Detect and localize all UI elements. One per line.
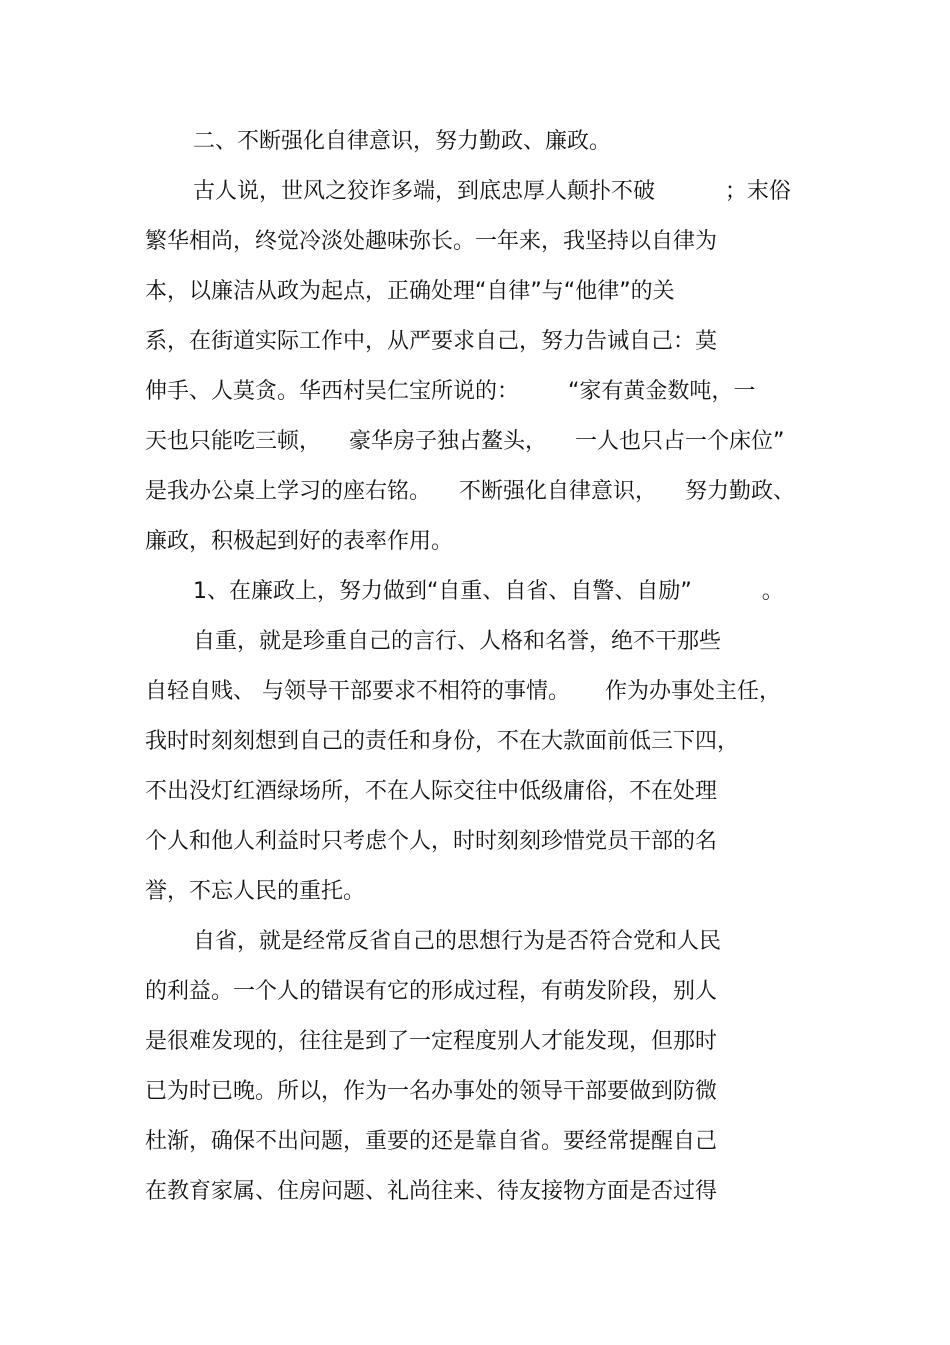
text-line: 是我办公桌上学习的座右铭。 不断强化自律意识， 努力勤政、	[145, 479, 795, 504]
text-line: 伸手、人莫贪。华西村吴仁宝所说的： “家有黄金数吨，一	[145, 379, 756, 404]
text-line: 杜渐，确保不出问题，重要的还是靠自省。要经常提醒自己	[145, 1129, 718, 1154]
text-line: 二、不断强化自律意识，努力勤政、廉政。	[193, 129, 612, 154]
text-line: 系，在街道实际工作中，从严要求自己，努力告诫自己：莫	[145, 329, 718, 354]
text-line: 繁华相尚，终觉冷淡处趣味弥长。一年来，我坚持以自律为	[145, 229, 718, 254]
text-line: 本，以廉洁从政为起点，正确处理“自律”与“他律”的关	[145, 279, 675, 304]
text-line: 1、在廉政上，努力做到“自重、自省、自警、自励” 。	[193, 579, 784, 604]
text-line: 是很难发现的，往往是到了一定程度别人才能发现，但那时	[145, 1029, 718, 1054]
text-line: 自省，就是经常反省自己的思想行为是否符合党和人民	[193, 929, 722, 954]
text-line: 自轻自贱、 与领导干部要求不相符的事情。 作为办事处主任，	[145, 679, 781, 704]
text-line: 天也只能吃三顿， 豪华房子独占鳌头， 一人也只占一个床位”	[145, 429, 785, 454]
text-line: 已为时已晚。所以，作为一名办事处的领导干部要做到防微	[145, 1079, 718, 1104]
text-line: 古人说，世风之狡诈多端，到底忠厚人颠扑不破 ；末俗	[193, 179, 791, 204]
text-line: 廉政，积极起到好的表率作用。	[145, 529, 454, 554]
text-line: 个人和他人利益时只考虑个人，时时刻刻珍惜党员干部的名	[145, 829, 718, 854]
text-line: 自重，就是珍重自己的言行、人格和名誉，绝不干那些	[193, 629, 722, 654]
text-line: 誉，不忘人民的重托。	[145, 879, 366, 904]
text-line: 的利益。一个人的错误有它的形成过程，有萌发阶段，别人	[145, 979, 718, 1004]
text-line: 不出没灯红酒绿场所，不在人际交往中低级庸俗，不在处理	[145, 779, 718, 804]
text-line: 在教育家属、住房问题、礼尚往来、待友接物方面是否过得	[145, 1179, 718, 1204]
text-line: 我时时刻刻想到自己的责任和身份，不在大款面前低三下四，	[145, 729, 740, 754]
